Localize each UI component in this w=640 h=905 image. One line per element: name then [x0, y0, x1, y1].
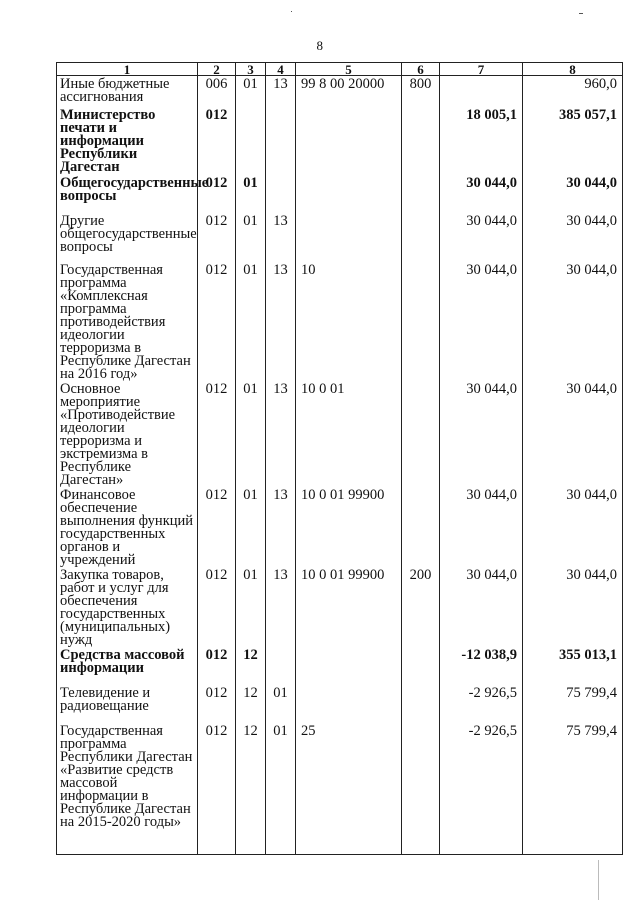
cell-vr	[402, 107, 440, 175]
column-number: 3	[236, 63, 266, 76]
cell-podrazdel	[266, 647, 296, 685]
cell-razdel: 01	[236, 76, 266, 107]
cell-total: 30 044,0	[523, 262, 623, 381]
row-name: Финансовое обеспечение выполнения функций государственных органов и учреждений	[57, 487, 198, 567]
cell-vr	[402, 213, 440, 262]
cell-total: 385 057,1	[523, 107, 623, 175]
cell-razdel: 01	[236, 567, 266, 647]
table-row	[57, 487, 623, 567]
cell-csr: 10 0 01 99900	[296, 487, 402, 567]
cell-total: 30 044,0	[523, 567, 623, 647]
cell-vr	[402, 175, 440, 213]
cell-podrazdel: 13	[266, 567, 296, 647]
table-row	[57, 723, 623, 855]
row-name: Государственная программа «Комплексная программа противодействия идеологии терроризма в Республике Дагестан на 2016 год»	[57, 262, 198, 381]
row-name: Телевидение и радиовещание	[57, 685, 198, 723]
cell-vr	[402, 487, 440, 567]
cell-csr: 25	[296, 723, 402, 855]
cell-change: 30 044,0	[440, 213, 523, 262]
cell-csr	[296, 685, 402, 723]
cell-razdel: 12	[236, 685, 266, 723]
row-name: Иные бюджетные ассигнования	[57, 76, 198, 107]
row-name: Закупка товаров, работ и услуг для обеспечения государственных (муниципальных) нужд	[57, 567, 198, 647]
column-number: 1	[57, 63, 198, 76]
table-row	[57, 381, 623, 487]
column-number: 5	[296, 63, 402, 76]
cell-total: 30 044,0	[523, 213, 623, 262]
cell-vr: 800	[402, 76, 440, 107]
cell-vr	[402, 262, 440, 381]
row-name: Общегосударственные вопросы	[57, 175, 198, 213]
cell-podrazdel: 13	[266, 381, 296, 487]
cell-podrazdel: 13	[266, 487, 296, 567]
cell-total: 30 044,0	[523, 487, 623, 567]
cell-csr	[296, 175, 402, 213]
cell-razdel: 01	[236, 487, 266, 567]
cell-change	[440, 76, 523, 107]
cell-csr: 99 8 00 20000	[296, 76, 402, 107]
cell-total: 75 799,4	[523, 685, 623, 723]
scan-speck	[598, 860, 599, 900]
cell-total: 960,0	[523, 76, 623, 107]
cell-vr	[402, 647, 440, 685]
cell-total: 30 044,0	[523, 175, 623, 213]
cell-ved: 012	[198, 381, 236, 487]
cell-ved: 012	[198, 685, 236, 723]
cell-vr: 200	[402, 567, 440, 647]
cell-change: 30 044,0	[440, 381, 523, 487]
table-row	[57, 213, 623, 262]
cell-podrazdel: 13	[266, 262, 296, 381]
cell-ved: 012	[198, 567, 236, 647]
cell-change: 18 005,1	[440, 107, 523, 175]
cell-csr	[296, 647, 402, 685]
cell-ved: 012	[198, 213, 236, 262]
cell-change: -2 926,5	[440, 685, 523, 723]
column-number: 7	[440, 63, 523, 76]
cell-razdel	[236, 107, 266, 175]
scan-speck	[291, 11, 292, 12]
cell-csr: 10 0 01	[296, 381, 402, 487]
cell-total: 75 799,4	[523, 723, 623, 855]
cell-change: 30 044,0	[440, 175, 523, 213]
table-body	[57, 76, 623, 855]
cell-ved: 012	[198, 487, 236, 567]
table-row	[57, 567, 623, 647]
table-row	[57, 175, 623, 213]
scan-speck	[579, 13, 583, 14]
cell-podrazdel: 13	[266, 76, 296, 107]
row-name: Другие общегосударственные вопросы	[57, 213, 198, 262]
cell-change: 30 044,0	[440, 262, 523, 381]
cell-podrazdel: 01	[266, 685, 296, 723]
cell-podrazdel: 13	[266, 213, 296, 262]
cell-razdel: 01	[236, 175, 266, 213]
cell-podrazdel: 01	[266, 723, 296, 855]
column-number: 6	[402, 63, 440, 76]
cell-ved: 006	[198, 76, 236, 107]
cell-podrazdel	[266, 175, 296, 213]
cell-razdel: 01	[236, 262, 266, 381]
cell-podrazdel	[266, 107, 296, 175]
cell-change: -2 926,5	[440, 723, 523, 855]
table-row	[57, 76, 623, 107]
budget-table	[56, 62, 623, 855]
row-name: Основное мероприятие «Противодействие идеологии терроризма и экстремизма в Республике Дагестан»	[57, 381, 198, 487]
cell-total: 30 044,0	[523, 381, 623, 487]
cell-razdel: 12	[236, 723, 266, 855]
table-row	[57, 107, 623, 175]
table-row	[57, 647, 623, 685]
cell-csr: 10	[296, 262, 402, 381]
row-name: Министерство печати и информации Республики Дагестан	[57, 107, 198, 175]
cell-csr: 10 0 01 99900	[296, 567, 402, 647]
cell-razdel: 01	[236, 213, 266, 262]
table-row	[57, 685, 623, 723]
column-number-row	[57, 63, 623, 76]
cell-ved: 012	[198, 723, 236, 855]
row-name: Государственная программа Республики Дагестан «Развитие средств массовой информации в Республике Дагестан на 2015-2020 годы»	[57, 723, 198, 855]
column-number: 4	[266, 63, 296, 76]
cell-ved: 012	[198, 175, 236, 213]
cell-ved: 012	[198, 107, 236, 175]
column-number: 2	[198, 63, 236, 76]
column-number: 8	[523, 63, 623, 76]
cell-change: 30 044,0	[440, 487, 523, 567]
cell-change: 30 044,0	[440, 567, 523, 647]
cell-csr	[296, 107, 402, 175]
cell-csr	[296, 213, 402, 262]
cell-ved: 012	[198, 647, 236, 685]
row-name: Средства массовой информации	[57, 647, 198, 685]
cell-ved: 012	[198, 262, 236, 381]
cell-change: -12 038,9	[440, 647, 523, 685]
cell-razdel: 01	[236, 381, 266, 487]
cell-vr	[402, 685, 440, 723]
cell-vr	[402, 381, 440, 487]
cell-razdel: 12	[236, 647, 266, 685]
page-number: 8	[316, 38, 324, 53]
cell-vr	[402, 723, 440, 855]
table-row	[57, 262, 623, 381]
cell-total: 355 013,1	[523, 647, 623, 685]
